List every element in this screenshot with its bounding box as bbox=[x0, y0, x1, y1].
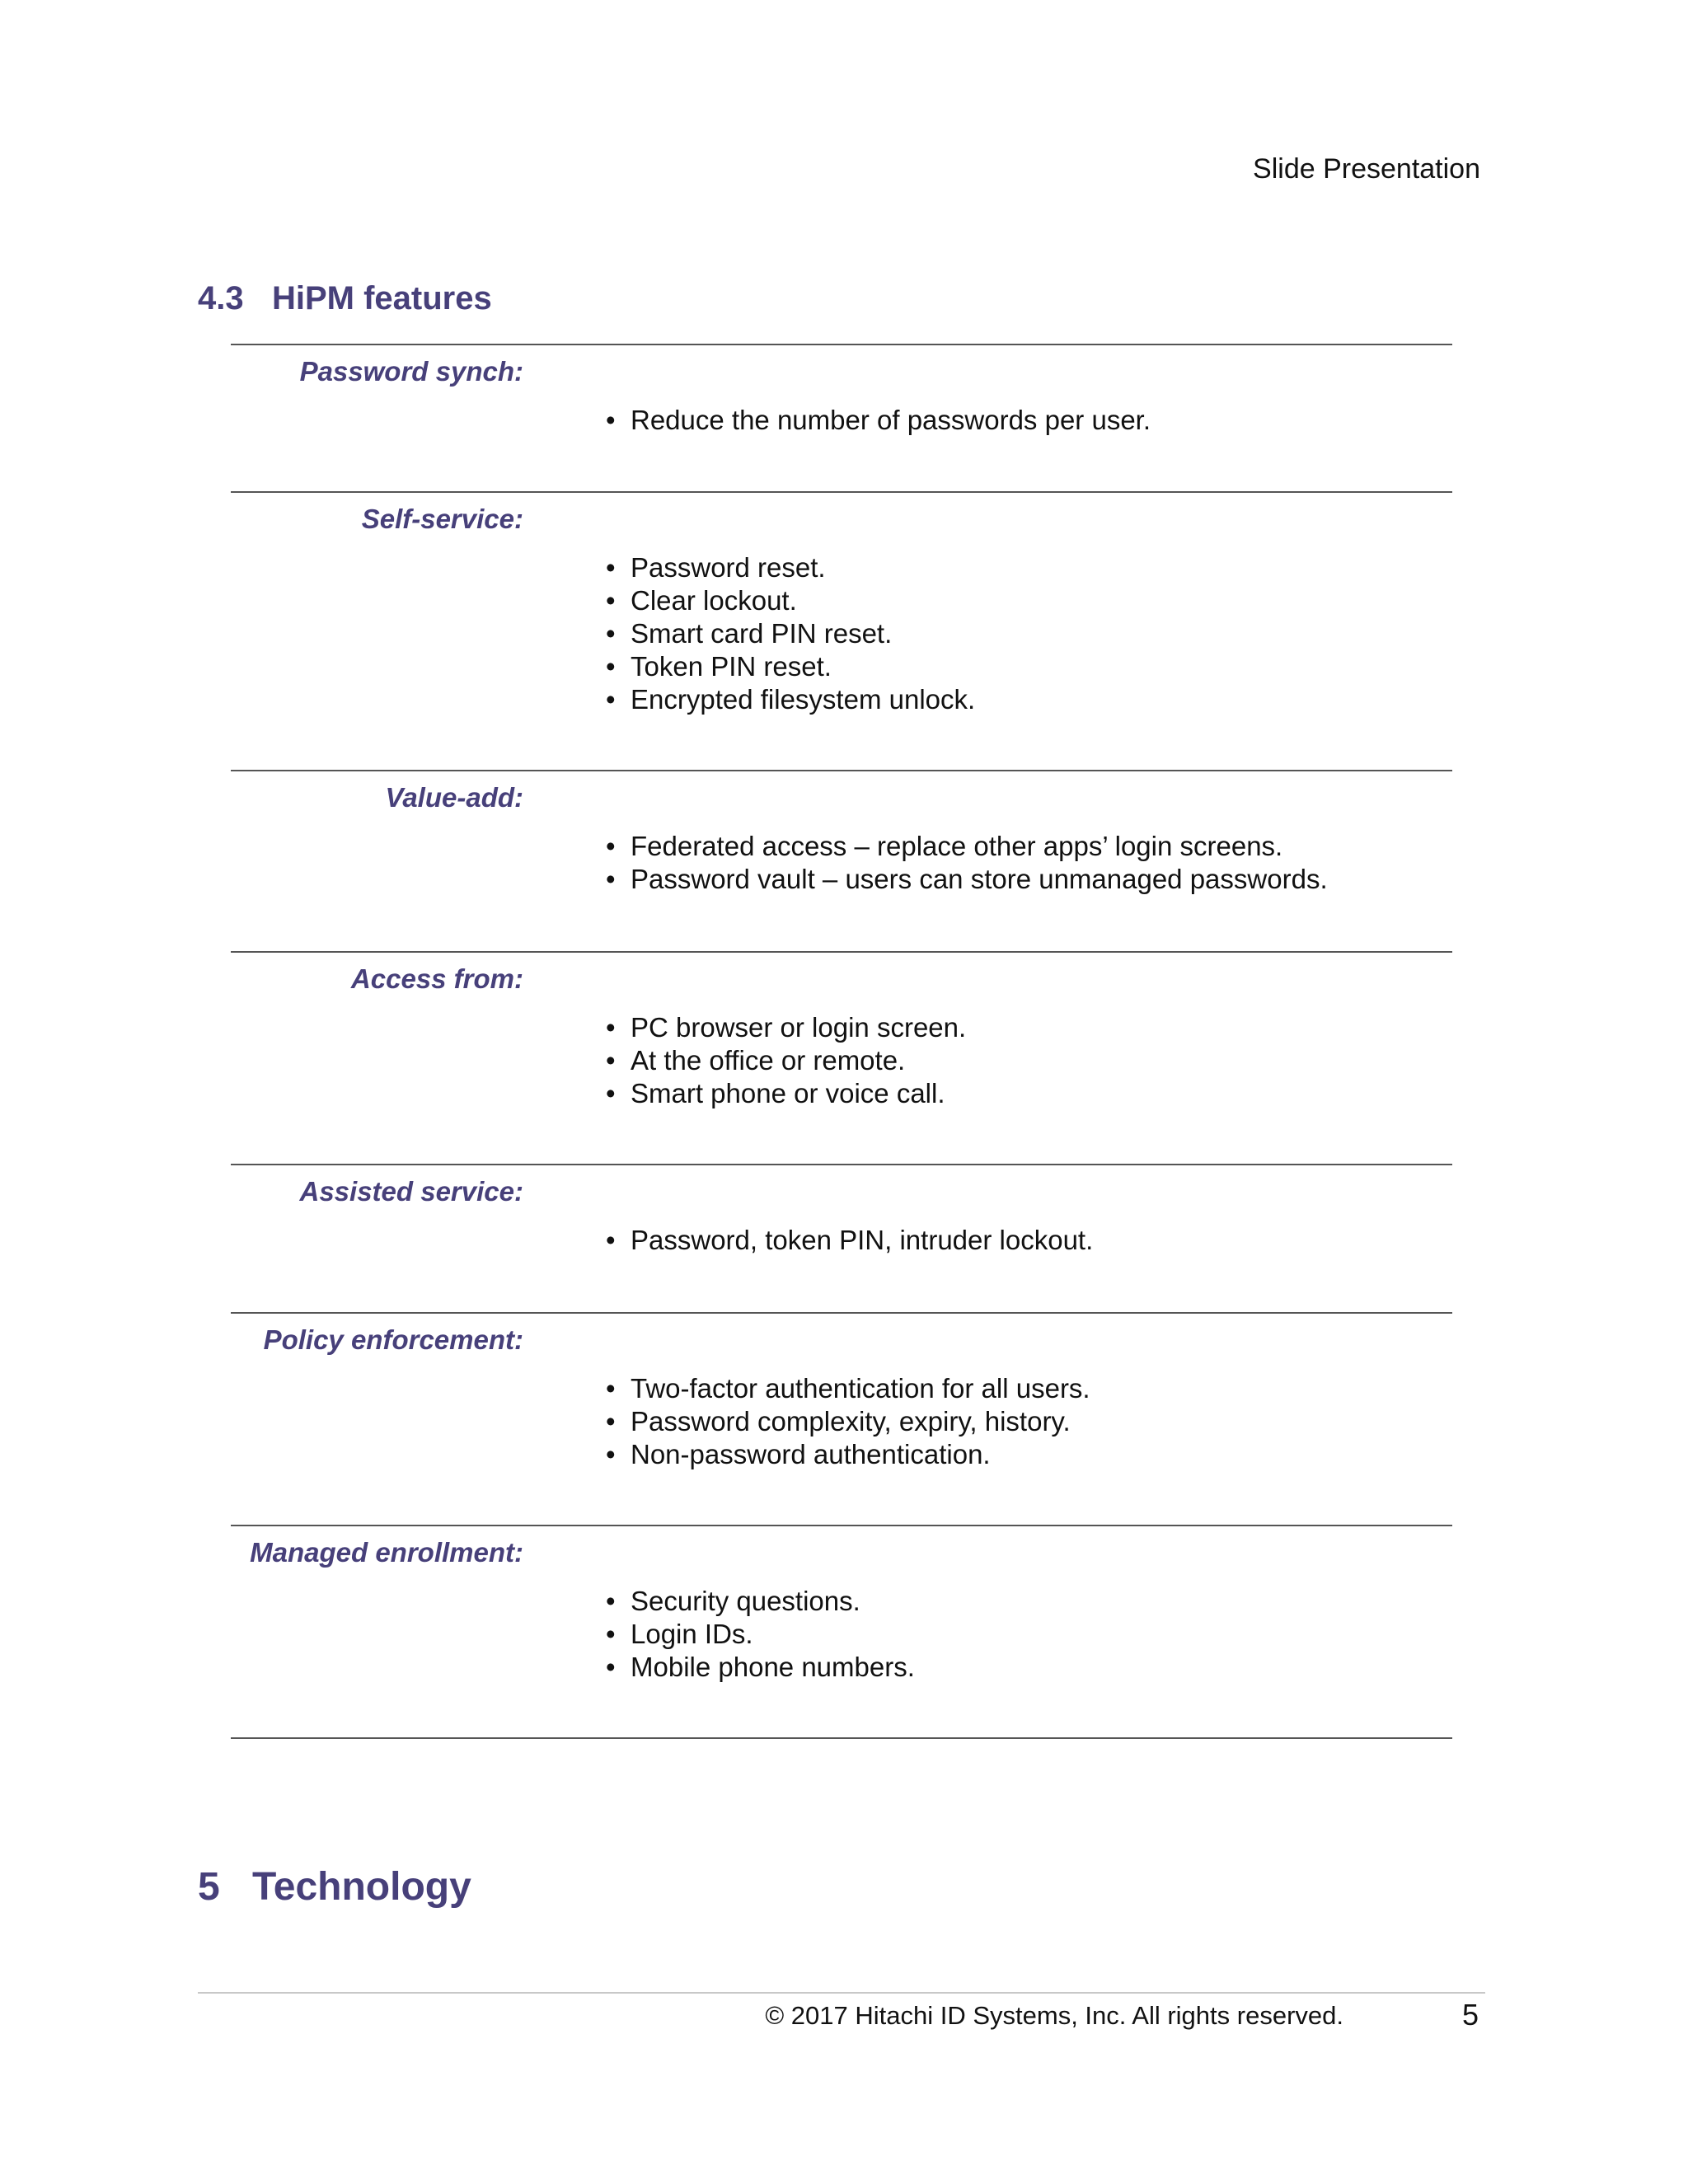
feature-label: Assisted service: bbox=[299, 1176, 523, 1207]
feature-item bbox=[606, 1651, 915, 1684]
footer-copyright: © 2017 Hitachi ID Systems, Inc. All rights reserved. bbox=[765, 2001, 1343, 2030]
running-header: Slide Presentation bbox=[1253, 153, 1480, 185]
feature-label: Value-add: bbox=[385, 782, 523, 813]
feature-item-text: Security questions. bbox=[631, 1586, 860, 1616]
feature-item-text: Reduce the number of passwords per user. bbox=[631, 405, 1151, 435]
feature-item-text: Password complexity, expiry, history. bbox=[631, 1406, 1071, 1436]
feature-item bbox=[606, 830, 1328, 863]
bullet-icon: • bbox=[606, 1373, 616, 1404]
feature-item-list bbox=[606, 551, 975, 716]
feature-item-text: Two-factor authentication for all users. bbox=[631, 1373, 1090, 1404]
feature-label: Self-service: bbox=[361, 504, 523, 534]
feature-item-list bbox=[606, 1372, 1090, 1471]
bullet-icon: • bbox=[606, 1045, 616, 1076]
feature-item-text: PC browser or login screen. bbox=[631, 1012, 967, 1043]
feature-item-list bbox=[606, 404, 1151, 437]
bullet-icon: • bbox=[606, 552, 616, 583]
bullet-icon: • bbox=[606, 585, 616, 616]
features-table bbox=[231, 344, 1452, 1739]
section-heading bbox=[198, 280, 492, 317]
feature-row bbox=[231, 493, 1452, 771]
feature-item bbox=[606, 1011, 966, 1044]
feature-row bbox=[231, 771, 1452, 953]
feature-item bbox=[606, 617, 975, 650]
bullet-icon: • bbox=[606, 684, 616, 715]
feature-item bbox=[606, 1372, 1090, 1405]
feature-item bbox=[606, 863, 1328, 896]
feature-item-list bbox=[606, 1011, 966, 1110]
chapter-heading bbox=[198, 1864, 471, 1910]
bullet-icon: • bbox=[606, 1012, 616, 1043]
feature-row bbox=[231, 1526, 1452, 1739]
feature-item-text: Federated access – replace other apps’ login screens. bbox=[631, 831, 1283, 861]
feature-item bbox=[606, 1405, 1090, 1438]
feature-item-text: Login IDs. bbox=[631, 1619, 753, 1649]
feature-label: Access from: bbox=[350, 963, 523, 994]
feature-item-text: At the office or remote. bbox=[631, 1045, 906, 1076]
feature-item-list bbox=[606, 830, 1328, 896]
feature-item bbox=[606, 1077, 966, 1110]
bullet-icon: • bbox=[606, 1225, 616, 1255]
feature-item-text: Non-password authentication. bbox=[631, 1439, 991, 1469]
feature-label: Password synch: bbox=[299, 356, 523, 387]
feature-item bbox=[606, 1618, 915, 1651]
bullet-icon: • bbox=[606, 831, 616, 861]
feature-row bbox=[231, 953, 1452, 1165]
feature-item bbox=[606, 1438, 1090, 1471]
feature-item-text: Smart card PIN reset. bbox=[631, 618, 893, 649]
bullet-icon: • bbox=[606, 618, 616, 649]
footer-divider bbox=[198, 1992, 1485, 1994]
page-number: 5 bbox=[1461, 1998, 1479, 2032]
feature-item bbox=[606, 551, 975, 584]
feature-item bbox=[606, 1044, 966, 1077]
feature-item-text: Token PIN reset. bbox=[631, 651, 832, 682]
feature-item-text: Password reset. bbox=[631, 552, 826, 583]
feature-item-text: Password, token PIN, intruder lockout. bbox=[631, 1225, 1094, 1255]
bullet-icon: • bbox=[606, 864, 616, 894]
bullet-icon: • bbox=[606, 1586, 616, 1616]
feature-item bbox=[606, 650, 975, 683]
section-number: 4.3 bbox=[198, 280, 244, 316]
bullet-icon: • bbox=[606, 1078, 616, 1108]
bullet-icon: • bbox=[606, 405, 616, 435]
feature-row bbox=[231, 1314, 1452, 1526]
feature-item-text: Password vault – users can store unmanaged passwords. bbox=[631, 864, 1328, 894]
bullet-icon: • bbox=[606, 651, 616, 682]
chapter-number: 5 bbox=[198, 1865, 220, 1909]
feature-label: Policy enforcement: bbox=[263, 1324, 523, 1355]
feature-row bbox=[231, 1165, 1452, 1314]
feature-item bbox=[606, 584, 975, 617]
feature-item-list bbox=[606, 1224, 1093, 1257]
bullet-icon: • bbox=[606, 1619, 616, 1649]
feature-item-text: Encrypted filesystem unlock. bbox=[631, 684, 976, 715]
feature-item bbox=[606, 1585, 915, 1618]
feature-item-list bbox=[606, 1585, 915, 1684]
feature-row bbox=[231, 345, 1452, 493]
bullet-icon: • bbox=[606, 1439, 616, 1469]
chapter-title: Technology bbox=[252, 1865, 471, 1909]
feature-label: Managed enrollment: bbox=[250, 1537, 523, 1568]
feature-item-text: Clear lockout. bbox=[631, 585, 797, 616]
feature-item-text: Mobile phone numbers. bbox=[631, 1652, 915, 1682]
bullet-icon: • bbox=[606, 1406, 616, 1436]
bullet-icon: • bbox=[606, 1652, 616, 1682]
section-title: HiPM features bbox=[272, 280, 492, 316]
feature-item bbox=[606, 404, 1151, 437]
feature-item bbox=[606, 683, 975, 716]
feature-item-text: Smart phone or voice call. bbox=[631, 1078, 945, 1108]
feature-item bbox=[606, 1224, 1093, 1257]
